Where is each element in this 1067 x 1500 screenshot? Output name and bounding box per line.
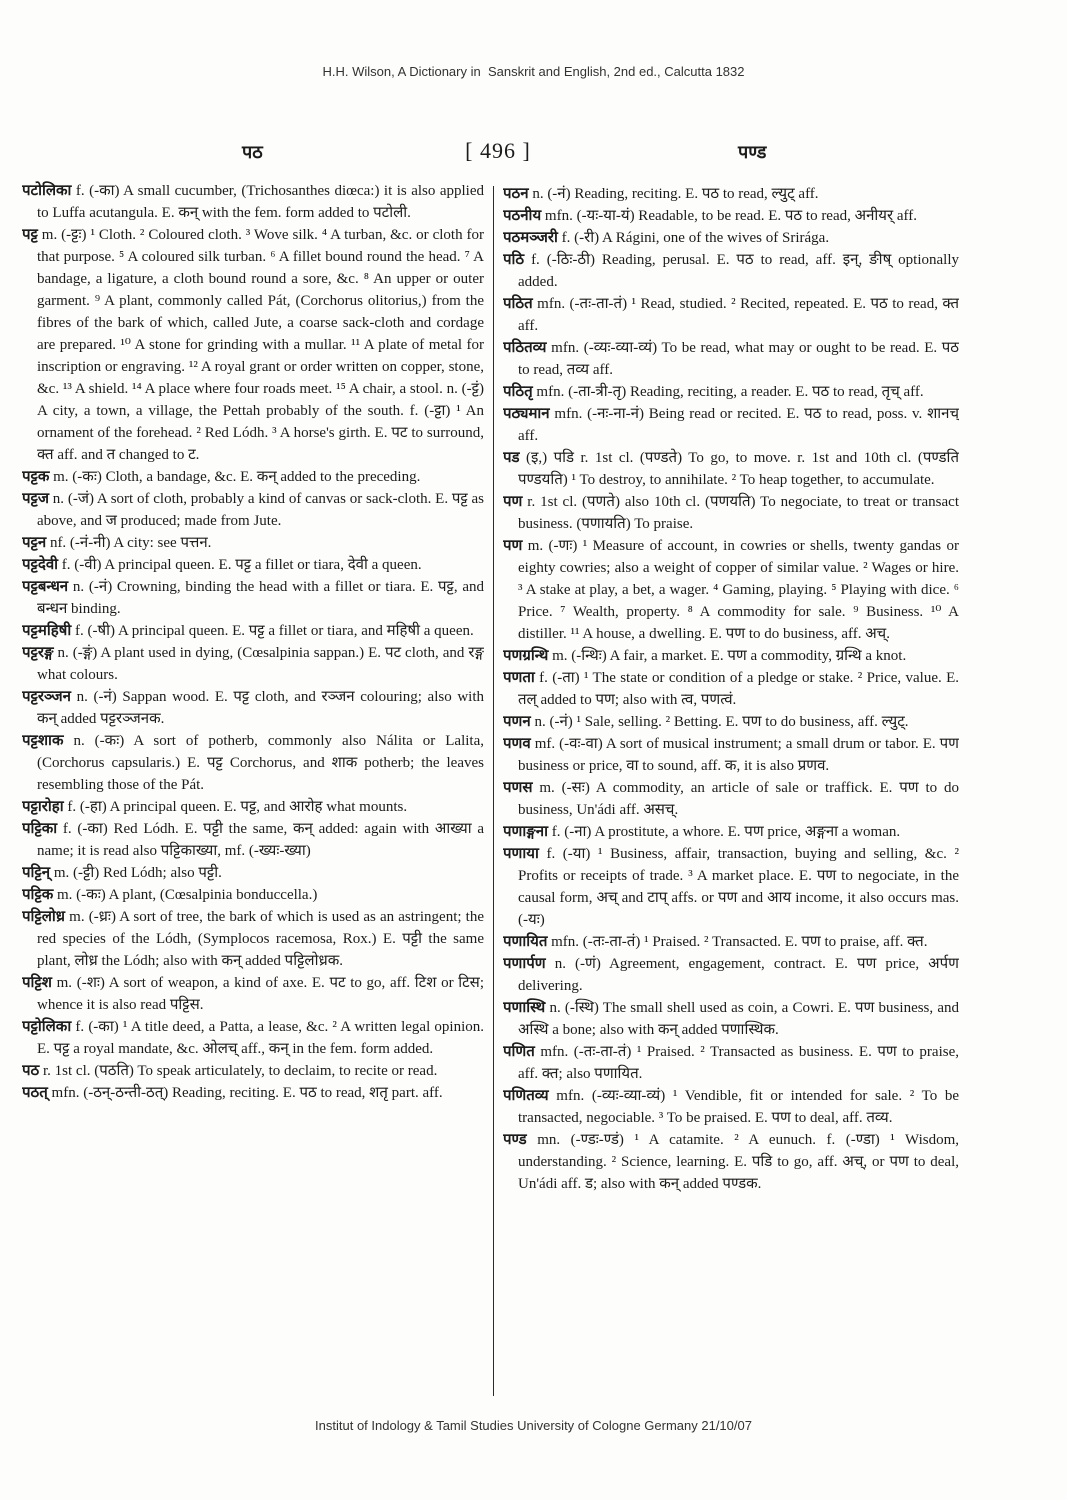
definition: m. (-ट्टः) ¹ Cloth. ² Coloured cloth. ³ Wove silk. ⁴ A turban, &c. or cloth for that purpose. ⁵ A coloured silk turban. ⁶ A fillet bound round the head. ⁷ A bandage, a ligature, a cloth bound round a sore, &c. ⁸ An upper or outer garment. ⁹ A plant, commonly called Pát, (Corchorus olitorius,) from the fibres of the bark of which, called Jute, a coarse sack-cloth and cordage are prepared. ¹⁰ A stone for grinding with a mullar. ¹¹ A plate of metal for inscription or engraving. ¹² A royal grant or order written on copper, stone, &c. ¹³ A shield. ¹⁴ A place where four roads meet. ¹⁵ A chair, a stool. n. (-ट्टं) A city, a town, a village, the Pettah probably of the south. f. (-ट्टा) ¹ An ornament of the forehead. ² Red Lódh. ³ A horse's girth. E. पट to surround, क्त aff. and त changed to ट. — [37, 227, 484, 463]
headword: पट्टिन् — [22, 865, 51, 881]
dictionary-entry — [22, 466, 484, 488]
dictionary-entry — [22, 642, 484, 686]
dictionary-entry — [503, 931, 959, 953]
headword: पणाया — [503, 846, 539, 862]
definition: mfn. (-नः-ना-नं) Being read or recited. E. पठ to read, poss. v. शानच् aff. — [518, 406, 959, 444]
definition: m. (-ध्रः) A sort of tree, the bark of which is used as an astringent; the red species of the Lódh, (Symplocos racemosa, Rox.) E. पट्टी the same plant, लोध्र the Lódh; also with कन् added पट्टिलोध्रक. — [37, 909, 484, 969]
headword: पणित — [503, 1044, 535, 1060]
headword: पठनीय — [503, 208, 542, 224]
headword: पठित — [503, 296, 533, 312]
dictionary-entry — [22, 224, 484, 466]
archive-footer: Institut of Indology & Tamil Studies University of Cologne Germany 21/10/07 — [315, 1418, 752, 1433]
headword: पट्टरङ्ग — [22, 645, 54, 661]
headword: पट्टिका — [22, 821, 58, 837]
definition: n. (-ङ्गं) A plant used in dying, (Cœsalpinia sappan.) E. पट cloth, and रङ्ग what colours. — [37, 645, 484, 683]
headword: पड — [503, 450, 520, 466]
headword: पट्टदेवी — [22, 557, 59, 573]
headword: पणस — [503, 780, 533, 796]
definition: f. (-ना) A prostitute, a whore. E. पण price, अङ्गना a woman. — [551, 824, 901, 840]
dictionary-entry — [22, 884, 484, 906]
definition: n. (-नं) Sappan wood. E. पट्ट cloth, and रञ्जन colouring; also with कन् added पट्टरञ्जनक. — [37, 689, 484, 727]
headword: पणव — [503, 736, 531, 752]
definition: n. (-णं) Agreement, engagement, contract. E. पण price, अर्पण delivering. — [518, 956, 959, 994]
page-number: [ 496 ] — [465, 138, 531, 163]
dictionary-entry — [22, 906, 484, 972]
definition: f. (-री) A Rágini, one of the wives of Srirága. — [561, 230, 830, 246]
dictionary-entry — [503, 535, 959, 645]
dictionary-entry — [503, 403, 959, 447]
headword: पट्टिक — [22, 887, 54, 903]
definition: m. (-सः) A commodity, an article of sale or traffick. E. पण to do business, Un'ádi aff. असच्. — [518, 780, 959, 818]
source-citation: H.H. Wilson, A Dictionary in Sanskrit and English, 2nd ed., Calcutta 1832 — [322, 64, 745, 79]
dictionary-entry — [22, 488, 484, 532]
headword: पण — [503, 494, 523, 510]
dictionary-entry — [22, 180, 484, 224]
dictionary-entry — [503, 447, 959, 491]
dictionary-entry — [503, 1129, 959, 1195]
definition: f. (-हा) A principal queen. E. पट्ट, and आरोह what mounts. — [67, 799, 408, 815]
definition: mf. (-वः-वा) A sort of musical instrument; a small drum or tabor. E. पण business or price, वा to sound, aff. क, it is also प्रणव. — [518, 736, 959, 774]
headword: पण्ड — [503, 1132, 527, 1148]
headword: पट्ट — [22, 227, 38, 243]
definition: f. (-का) A small cucumber, (Trichosanthes diœca:) it is also applied to Luffa acutangula. E. कन् with the fem. form added to पटोली. — [37, 183, 484, 221]
left-column — [22, 180, 484, 1398]
definition: m. (-ट्टी) Red Lódh; also पट्टी. — [53, 865, 222, 881]
definition: m. (-णः) ¹ Measure of account, in cowries or shells, twenty gandas or eighty cowries; also a weight of copper of similar value. ² Wages or hire. ³ A stake at play, a bet, a wager. ⁴ Gaming, playing. ⁵ Playing with dice. ⁶ Price. ⁷ Wealth, property. ⁸ A commodity for sale. ⁹ Business. ¹⁰ A distiller. ¹¹ A house, a dwelling. E. पण to do business, aff. अच्. — [518, 538, 959, 642]
definition: n. (-नं) ¹ Sale, selling. ² Betting. E. पण to do business, aff. ल्युट्. — [534, 714, 909, 730]
headword: पट्टज — [22, 491, 49, 507]
headword: पण — [503, 538, 523, 554]
headword: पणाङ्गना — [503, 824, 548, 840]
dictionary-entry — [503, 821, 959, 843]
dictionary-entry — [22, 1016, 484, 1060]
headword: पठितृ — [503, 384, 533, 400]
dictionary-entry — [503, 1041, 959, 1085]
headword: पट्टन — [22, 535, 47, 551]
definition: m. (-कः) Cloth, a bandage, &c. E. कन् added to the preceding. — [53, 469, 421, 485]
definition: n. (-स्थि) The small shell used as coin, a Cowri. E. पण business, and अस्थि a bone; also with कन् added पणास्थिक. — [518, 1000, 959, 1038]
definition: mfn. (-व्यः-व्या-व्यं) ¹ Vendible, fit or intended for sale. ² To be transacted, negociable. ³ To be praised. E. पण to deal, aff. तव्य. — [518, 1088, 959, 1126]
dictionary-entry — [22, 1082, 484, 1104]
dictionary-entry — [503, 843, 959, 931]
headword: पणग्रन्थि — [503, 648, 549, 664]
dictionary-entry — [22, 862, 484, 884]
headword: पट्टमहिषी — [22, 623, 72, 639]
definition: f. (-का) Red Lódh. E. पट्टी the same, कन् added: again with आख्या a name; it is read also पट्टिकाख्या, mf. (-ख्यः-ख्या) — [37, 821, 484, 859]
definition: m. (-कः) A plant, (Cœsalpinia bonduccella.) — [57, 887, 318, 903]
headword: पठत् — [22, 1085, 48, 1101]
running-header-right-headword: पण्ड — [738, 142, 767, 162]
dictionary-entry — [22, 686, 484, 730]
headword: पट्टक — [22, 469, 50, 485]
dictionary-entry — [22, 620, 484, 642]
definition: f. (-वी) A principal queen. E. पट्ट a fillet or tiara, देवी a queen. — [61, 557, 422, 573]
dictionary-entry — [503, 1085, 959, 1129]
headword: पणास्थि — [503, 1000, 546, 1016]
definition: r. 1st cl. (पठति) To speak articulately, to declaim, to recite or read. — [43, 1063, 438, 1079]
running-header-left-headword: पठ — [242, 142, 263, 162]
column-divider — [493, 186, 494, 1396]
definition: mfn. (-तः-ता-तं) ¹ Praised. ² Transacted as business. E. पण to praise, aff. क्त; also पणायित. — [518, 1044, 959, 1082]
definition: mfn. (-तः-ता-तं) ¹ Read, studied. ² Recited, repeated. E. पठ to read, क्त aff. — [518, 296, 959, 334]
headword: पणन — [503, 714, 531, 730]
headword: पट्टोलिका — [22, 1019, 72, 1035]
definition: n. (-कः) A sort of potherb, commonly also Nálita or Lalita, (Corchorus capsularis.) E. पट्ट Corchorus, and शाक potherb; the leaves resembling those of the Pát. — [37, 733, 484, 793]
definition: m. (-न्थिः) A fair, a market. E. पण a commodity, ग्रन्थि a knot. — [552, 648, 907, 664]
definition: (इ,) पडि r. 1st cl. (पण्डते) To go, to move. r. 1st and 10th cl. (पण्डति पण्डयति) ¹ To destroy, to annihilate. ² To heap together, to accumulate. — [518, 450, 959, 488]
dictionary-entry — [22, 972, 484, 1016]
definition: mfn. (-ता-त्री-तृ) Reading, reciting, a reader. E. पठ to read, तृच् aff. — [536, 384, 924, 400]
dictionary-entry — [503, 491, 959, 535]
headword: पठि — [503, 252, 525, 268]
dictionary-entry — [503, 183, 959, 205]
headword: पठ्यमान — [503, 406, 550, 422]
headword: पट्टबन्धन — [22, 579, 69, 595]
headword: पणार्पण — [503, 956, 546, 972]
dictionary-entry — [503, 667, 959, 711]
definition: mfn. (-व्यः-व्या-व्यं) To be read, what may or ought to be read. E. पठ to read, तव्य aff. — [518, 340, 959, 378]
dictionary-entry — [503, 711, 959, 733]
dictionary-entry — [503, 733, 959, 777]
dictionary-entry — [503, 381, 959, 403]
headword: पट्टिश — [22, 975, 52, 991]
dictionary-entry — [503, 997, 959, 1041]
headword: पटोलिका — [22, 183, 72, 199]
dictionary-entry — [503, 205, 959, 227]
dictionary-entry — [503, 777, 959, 821]
definition: n. (-नं) Reading, reciting. E. पठ to read, ल्युट् aff. — [532, 186, 819, 202]
definition: f. (-का) ¹ A title deed, a Patta, a lease, &c. ² A written legal opinion. E. पट्ट a royal mandate, &c. ओलच् aff., कन् in the fem. form added. — [37, 1019, 484, 1057]
headword: पट्टिलोध्र — [22, 909, 66, 925]
right-column — [503, 183, 959, 1401]
definition: m. (-शः) A sort of weapon, a kind of axe. E. पट to go, aff. टिश or टिस; whence it is also read पट्टिस. — [37, 975, 484, 1013]
dictionary-entry — [503, 645, 959, 667]
definition: mfn. (-यः-या-यं) Readable, to be read. E. पठ to read, अनीयर् aff. — [544, 208, 918, 224]
headword: पठितव्य — [503, 340, 547, 356]
dictionary-entry — [22, 1060, 484, 1082]
dictionary-entry — [503, 249, 959, 293]
definition: f. (-या) ¹ Business, affair, transaction, buying and selling, &c. ² Profits or receipts of trade. ³ A market place. E. पण to negociate, in the causal form, अच् and टाप् affs. or पण and आय income, it also occurs mas. (-यः) — [518, 846, 959, 928]
dictionary-entry — [503, 293, 959, 337]
dictionary-entry — [22, 554, 484, 576]
headword: पठ — [22, 1063, 40, 1079]
dictionary-entry — [22, 796, 484, 818]
definition: f. (-षी) A principal queen. E. पट्ट a fillet or tiara, and महिषी a queen. — [74, 623, 474, 639]
definition: f. (-ठिः-ठी) Reading, perusal. E. पठ to read, aff. इन्, ङीष् optionally added. — [518, 252, 959, 290]
dictionary-entry — [22, 818, 484, 862]
headword: पट्टरञ्जन — [22, 689, 71, 705]
headword: पणायित — [503, 934, 548, 950]
definition: mfn. (-तः-ता-तं) ¹ Praised. ² Transacted. E. पण to praise, aff. क्त. — [551, 934, 928, 950]
headword: पणितव्य — [503, 1088, 549, 1104]
headword: पठमञ्जरी — [503, 230, 558, 246]
definition: f. (-ता) ¹ The state or condition of a pledge or stake. ² Price, value. E. तल् added to पण; also with त्व, पणत्वं. — [518, 670, 959, 708]
headword: पट्टारोहा — [22, 799, 64, 815]
definition: n. (-जं) A sort of cloth, probably a kind of canvas or sack-cloth. E. पट्ट as above, and ज produced; made from Jute. — [37, 491, 484, 529]
dictionary-entry — [503, 337, 959, 381]
headword: पठन — [503, 186, 529, 202]
dictionary-entry — [22, 532, 484, 554]
definition: mn. (-ण्डः-ण्डं) ¹ A catamite. ² A eunuch. f. (-ण्डा) ¹ Wisdom, understanding. ² Science, learning. E. पडि to go, aff. अच्, or पण to deal, Un'ádi aff. ड; also with कन् added पण्डक. — [518, 1132, 959, 1192]
definition: mfn. (-ठन्-ठन्ती-ठत्) Reading, reciting. E. पठ to read, शतृ part. aff. — [51, 1085, 443, 1101]
definition: r. 1st cl. (पणते) also 10th cl. (पणयति) To negociate, to treat or transact business. (पणायति) To praise. — [518, 494, 959, 532]
dictionary-entry — [22, 576, 484, 620]
dictionary-entry — [503, 953, 959, 997]
definition: n. (-नं) Crowning, binding the head with a fillet or tiara. E. पट्ट, and बन्धन binding. — [37, 579, 484, 617]
headword: पणता — [503, 670, 535, 686]
headword: पट्टशाक — [22, 733, 64, 749]
dictionary-entry — [503, 227, 959, 249]
dictionary-entry — [22, 730, 484, 796]
definition: nf. (-नं-नी) A city: see पत्तन. — [49, 535, 212, 551]
